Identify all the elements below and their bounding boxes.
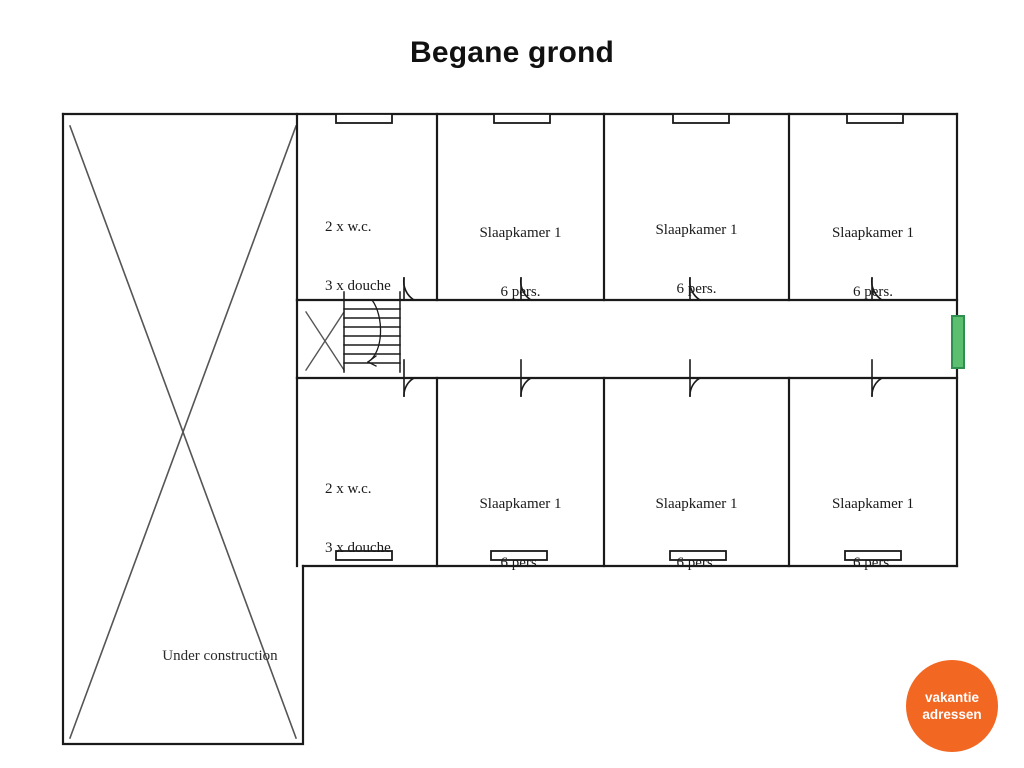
door-set-bottom-upper [404,360,872,378]
room-label-bottom-sanitary: 2 x w.c. 3 x douche [325,480,391,556]
room-label-top-bedroom-1: Slaapkamer 1 6 pers. [479,224,562,300]
room-label-top-bedroom-3: Slaapkamer 1 6 pers. [831,224,915,300]
stair-nook-cross [306,312,344,370]
logo-line-2: adressen [922,706,982,722]
page-title: Begane grond [409,36,615,69]
under-construction-cross [70,126,296,738]
logo-text [906,690,998,724]
room-label-bottom-bedroom-2: Slaapkamer 1 6 pers. [655,495,738,571]
logo-line-1: vakantie [924,690,980,705]
vakantieadressen-logo [906,660,998,752]
room-label-top-bedroom-2: Slaapkamer 1 6 pers. [655,221,738,297]
entrance-door-marker [952,316,964,368]
room-label-bottom-bedroom-3: Slaapkamer 1 6 pers. [831,495,915,571]
under-construction-label: Under construction [162,648,278,664]
room-label-top-sanitary: 2 x w.c. 3 x douche [325,218,391,294]
door-set-bottom [404,378,882,396]
windows-top [336,114,903,123]
room-label-bottom-bedroom-1: Slaapkamer 1 6 pers. [479,495,562,571]
